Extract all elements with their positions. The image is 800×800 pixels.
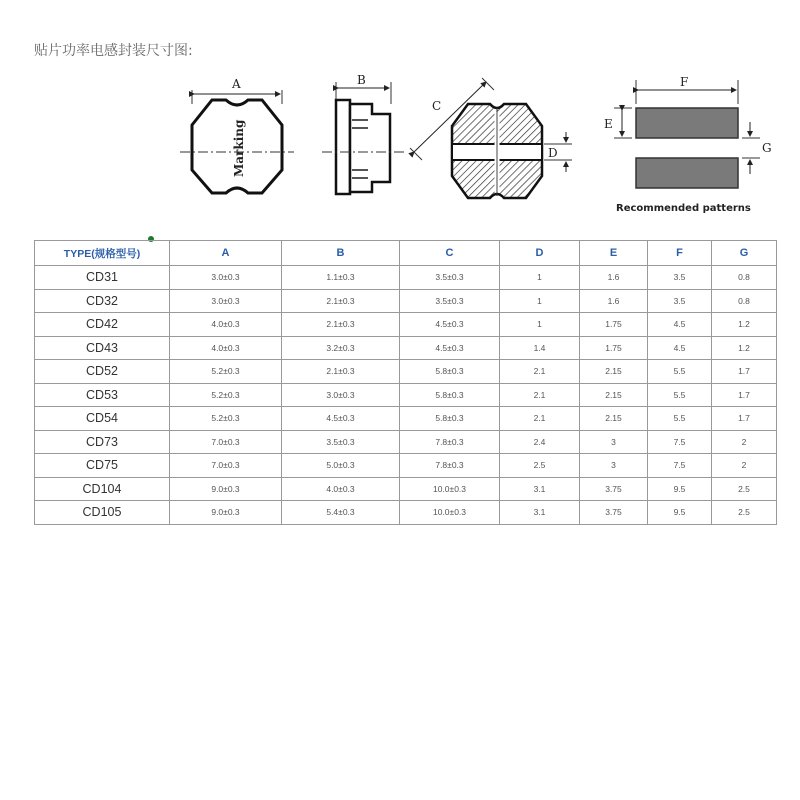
type-cell: CD53 bbox=[35, 383, 170, 407]
dimension-cell-a: 5.2±0.3 bbox=[170, 360, 282, 384]
dimension-cell-d: 2.1 bbox=[500, 360, 580, 384]
dimension-cell-e: 3.75 bbox=[580, 477, 648, 501]
type-cell: CD32 bbox=[35, 289, 170, 313]
dimension-cell-d: 2.1 bbox=[500, 407, 580, 431]
dimension-cell-e: 1.75 bbox=[580, 336, 648, 360]
dimension-cell-c: 3.5±0.3 bbox=[400, 289, 500, 313]
dimension-table bbox=[34, 240, 777, 525]
dimension-cell-b: 2.1±0.3 bbox=[282, 289, 400, 313]
dimension-cell-a: 9.0±0.3 bbox=[170, 477, 282, 501]
dimension-cell-f: 5.5 bbox=[648, 383, 712, 407]
column-header-d: D bbox=[500, 241, 580, 266]
dimension-cell-e: 1.6 bbox=[580, 289, 648, 313]
type-cell: CD43 bbox=[35, 336, 170, 360]
dimension-cell-b: 1.1±0.3 bbox=[282, 266, 400, 290]
dimension-cell-g: 1.7 bbox=[712, 360, 777, 384]
dimension-cell-a: 3.0±0.3 bbox=[170, 266, 282, 290]
column-header-b: B bbox=[282, 241, 400, 266]
dimension-cell-f: 7.5 bbox=[648, 454, 712, 478]
type-cell: CD54 bbox=[35, 407, 170, 431]
dimension-cell-c: 7.8±0.3 bbox=[400, 454, 500, 478]
dimension-cell-f: 9.5 bbox=[648, 477, 712, 501]
dimension-cell-d: 1 bbox=[500, 266, 580, 290]
dimension-cell-e: 1.6 bbox=[580, 266, 648, 290]
dim-label-a: A bbox=[232, 77, 241, 91]
dimension-cell-b: 3.2±0.3 bbox=[282, 336, 400, 360]
type-cell: CD42 bbox=[35, 313, 170, 337]
dimension-cell-b: 3.5±0.3 bbox=[282, 430, 400, 454]
top-view-diagram bbox=[180, 77, 294, 193]
dimension-cell-d: 3.1 bbox=[500, 477, 580, 501]
dimension-cell-d: 1.4 bbox=[500, 336, 580, 360]
dimension-cell-b: 2.1±0.3 bbox=[282, 360, 400, 384]
dimension-cell-g: 1.7 bbox=[712, 383, 777, 407]
table-row bbox=[35, 430, 777, 454]
dimension-cell-f: 4.5 bbox=[648, 336, 712, 360]
dimension-cell-e: 2.15 bbox=[580, 383, 648, 407]
dimension-cell-a: 4.0±0.3 bbox=[170, 336, 282, 360]
recommended-patterns-caption: Recommended patterns bbox=[616, 203, 751, 214]
dim-label-d: D bbox=[548, 146, 558, 160]
table-row bbox=[35, 407, 777, 431]
dimension-cell-e: 1.75 bbox=[580, 313, 648, 337]
dimension-cell-b: 3.0±0.3 bbox=[282, 383, 400, 407]
table-header-row bbox=[35, 241, 777, 266]
dimension-cell-d: 3.1 bbox=[500, 501, 580, 525]
dimension-cell-g: 1.7 bbox=[712, 407, 777, 431]
dimension-cell-c: 10.0±0.3 bbox=[400, 501, 500, 525]
bottom-view-diagram bbox=[410, 78, 572, 198]
dimension-cell-e: 3 bbox=[580, 430, 648, 454]
dimension-cell-g: 2.5 bbox=[712, 477, 777, 501]
dimension-cell-f: 9.5 bbox=[648, 501, 712, 525]
dimension-cell-b: 2.1±0.3 bbox=[282, 313, 400, 337]
table-row bbox=[35, 477, 777, 501]
dimension-cell-d: 2.4 bbox=[500, 430, 580, 454]
table-row bbox=[35, 383, 777, 407]
table-row bbox=[35, 501, 777, 525]
dimension-cell-a: 7.0±0.3 bbox=[170, 430, 282, 454]
dimension-cell-g: 0.8 bbox=[712, 289, 777, 313]
side-view-diagram bbox=[322, 73, 404, 194]
dimension-cell-b: 5.0±0.3 bbox=[282, 454, 400, 478]
dimension-cell-g: 2 bbox=[712, 430, 777, 454]
column-header-g: G bbox=[712, 241, 777, 266]
dimension-cell-c: 4.5±0.3 bbox=[400, 313, 500, 337]
table-row bbox=[35, 266, 777, 290]
dimension-cell-d: 1 bbox=[500, 313, 580, 337]
recommended-patterns-diagram bbox=[604, 75, 772, 214]
dimension-cell-g: 2.5 bbox=[712, 501, 777, 525]
dim-label-f: F bbox=[680, 75, 689, 89]
page-heading: 贴片功率电感封装尺寸图: bbox=[34, 43, 193, 59]
dimension-cell-d: 2.5 bbox=[500, 454, 580, 478]
dimension-cell-g: 0.8 bbox=[712, 266, 777, 290]
dim-label-b: B bbox=[357, 73, 366, 87]
dimension-cell-a: 5.2±0.3 bbox=[170, 407, 282, 431]
dimension-cell-b: 5.4±0.3 bbox=[282, 501, 400, 525]
dimension-cell-g: 1.2 bbox=[712, 336, 777, 360]
dimension-cell-g: 1.2 bbox=[712, 313, 777, 337]
dimension-cell-f: 7.5 bbox=[648, 430, 712, 454]
dimension-cell-f: 3.5 bbox=[648, 266, 712, 290]
dimension-cell-d: 1 bbox=[500, 289, 580, 313]
type-cell: CD105 bbox=[35, 501, 170, 525]
marking-text: Marking bbox=[232, 119, 246, 177]
dimension-cell-c: 5.8±0.3 bbox=[400, 360, 500, 384]
table-row bbox=[35, 336, 777, 360]
column-header-a: A bbox=[170, 241, 282, 266]
type-cell: CD75 bbox=[35, 454, 170, 478]
table-row bbox=[35, 289, 777, 313]
column-header-type: TYPE(规格型号) bbox=[35, 241, 170, 266]
table-row bbox=[35, 454, 777, 478]
dimension-cell-b: 4.0±0.3 bbox=[282, 477, 400, 501]
dimension-cell-a: 4.0±0.3 bbox=[170, 313, 282, 337]
dim-label-g: G bbox=[762, 141, 772, 155]
column-header-e: E bbox=[580, 241, 648, 266]
dimension-cell-c: 5.8±0.3 bbox=[400, 383, 500, 407]
dimension-cell-c: 10.0±0.3 bbox=[400, 477, 500, 501]
type-cell: CD104 bbox=[35, 477, 170, 501]
dimension-cell-c: 7.8±0.3 bbox=[400, 430, 500, 454]
dimension-cell-f: 5.5 bbox=[648, 407, 712, 431]
dim-label-c: C bbox=[432, 99, 442, 113]
dimension-cell-c: 5.8±0.3 bbox=[400, 407, 500, 431]
dimension-cell-a: 7.0±0.3 bbox=[170, 454, 282, 478]
table-row bbox=[35, 360, 777, 384]
dimension-cell-a: 3.0±0.3 bbox=[170, 289, 282, 313]
column-header-f: F bbox=[648, 241, 712, 266]
dimension-cell-a: 5.2±0.3 bbox=[170, 383, 282, 407]
dimension-cell-f: 3.5 bbox=[648, 289, 712, 313]
dimension-cell-b: 4.5±0.3 bbox=[282, 407, 400, 431]
table-row bbox=[35, 313, 777, 337]
dimension-cell-c: 3.5±0.3 bbox=[400, 266, 500, 290]
dimension-cell-f: 4.5 bbox=[648, 313, 712, 337]
dim-label-e: E bbox=[604, 117, 613, 131]
type-cell: CD31 bbox=[35, 266, 170, 290]
dimension-cell-e: 3.75 bbox=[580, 501, 648, 525]
dimension-cell-e: 3 bbox=[580, 454, 648, 478]
type-cell: CD52 bbox=[35, 360, 170, 384]
dimension-cell-c: 4.5±0.3 bbox=[400, 336, 500, 360]
dimension-diagrams bbox=[0, 62, 800, 232]
column-header-c: C bbox=[400, 241, 500, 266]
dimension-cell-f: 5.5 bbox=[648, 360, 712, 384]
type-cell: CD73 bbox=[35, 430, 170, 454]
dimension-cell-g: 2 bbox=[712, 454, 777, 478]
dimension-cell-a: 9.0±0.3 bbox=[170, 501, 282, 525]
dimension-cell-e: 2.15 bbox=[580, 360, 648, 384]
dimension-cell-e: 2.15 bbox=[580, 407, 648, 431]
dimension-cell-d: 2.1 bbox=[500, 383, 580, 407]
